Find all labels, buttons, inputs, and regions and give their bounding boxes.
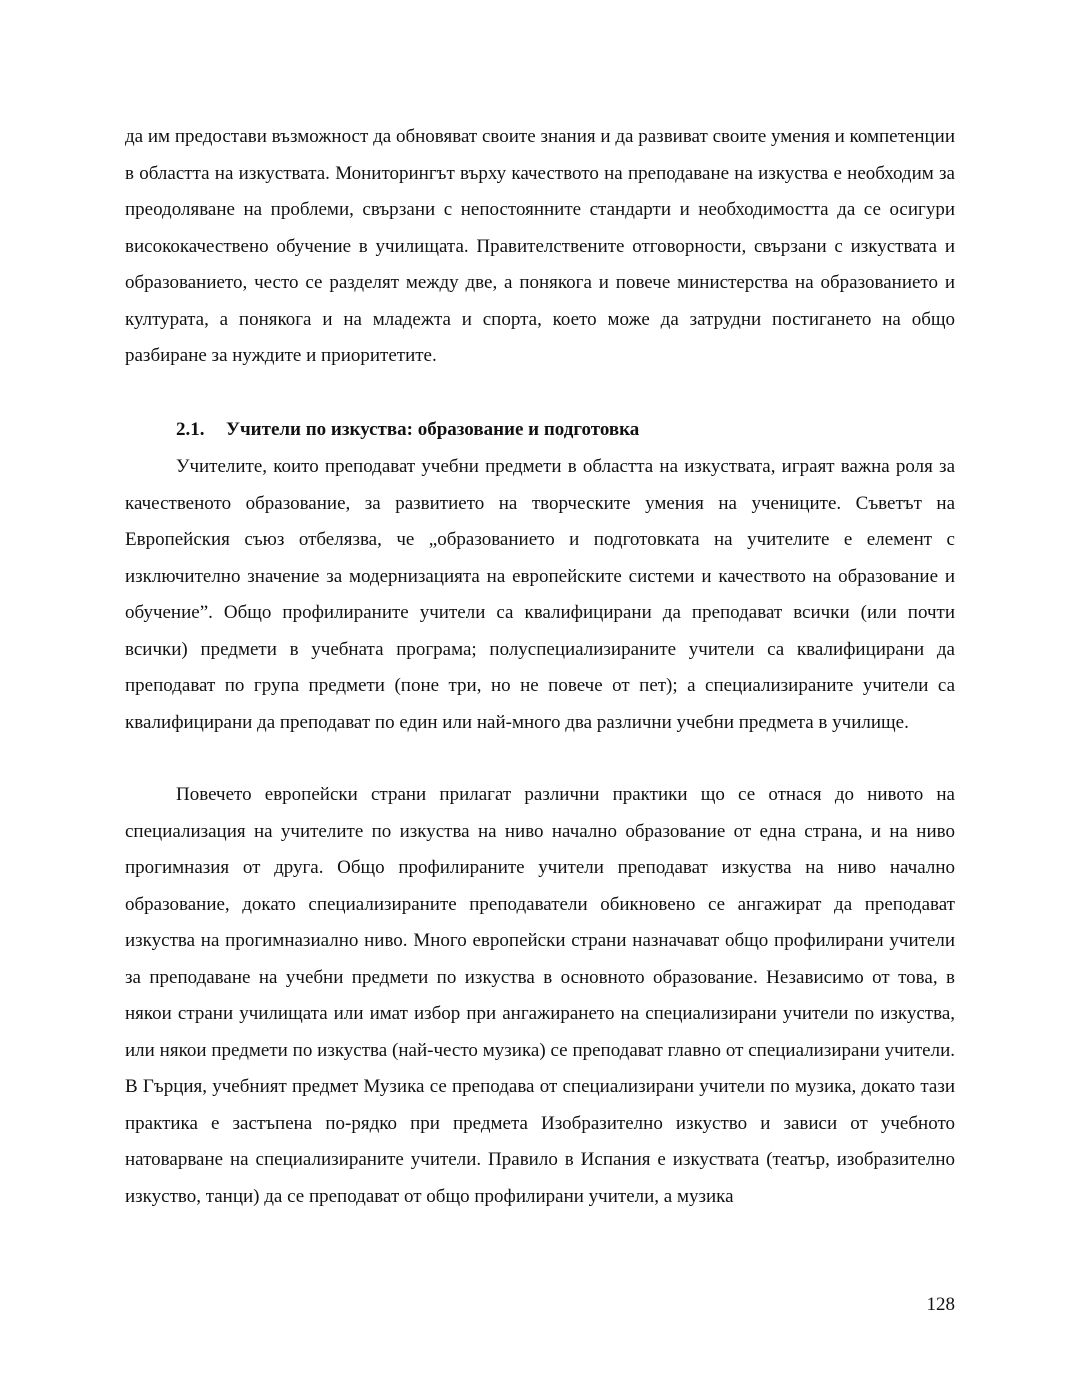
paragraph-specialization-practices: Повечето европейски страни прилагат различни практики що се отнася до нивото на специализация на учителите по изкуства на ниво начално образование от една страна, и на ниво прогимназия от друга. Общо профилираните учители преподават изкуства на ниво начално образование, докато специализираните преподаватели обикновено се ангажират да преподават изкуства на прогимназиално ниво. Много европейски страни назначават общо профилирани учители за преподаване на учебни предмети по изкуства в основното образование. Независимо от това, в някои страни училищата или имат избор при ангажирането на специализирани учители по изкуства, или някои предмети по изкуства (най-често музика) се преподават главно от специализирани учители. В Гърция, учебният предмет Музика се преподава от специализирани учители по музика, докато тази практика е застъпена по-рядко при предмета Изобразително изкуство и зависи от учебното натоварване на специализираните учители. Правило в Испания е изкуствата (театър, изобразително изкуство, танци) да се преподават от общо профилирани учители, а музика <box>125 784 955 1207</box>
section-title: Учители по изкуства: образование и подготовка <box>226 419 640 440</box>
paragraph-teachers-training: Учителите, които преподават учебни предмети в областта на изкуствата, играят важна роля за качественото образование, за развитието на творческите умения на учениците. Съветът на Европейския съюз отбелязва, че „образованието и подготовката на учителите е елемент с изключително значение за модернизацията на европейските системи и качеството на образование и обучение”. Общо профилираните учители са квалифицирани да преподават всички (или почти всички) предмети в учебната програма; полуспециализираните учители са квалифицирани да преподават по група предмети (поне три, но не повече от пет); а специализираните учители са квалифицирани да преподават по един или най-много два различни учебни предмета в училище. <box>125 456 955 733</box>
section-number: 2.1. <box>176 419 205 440</box>
page-number: 128 <box>926 1294 955 1315</box>
paragraph-continuation: да им предостави възможност да обновяват своите знания и да развиват своите умения и компетенции в областта на изкуствата. Мониторингът върху качеството на преподаване на изкуства е необходим за преодоляване на проблеми, свързани с непостоянните стандарти и необходимостта да се осигури висококачествено обучение в училищата. Правителствените отговорности, свързани с изкуствата и образованието, често се разделят между две, а понякога и повече министерства на образованието и културата, а понякога и на младежта и спорта, което може да затрудни постигането на общо разбиране за нуждите и приоритетите. <box>125 126 955 366</box>
section-heading <box>176 412 639 449</box>
